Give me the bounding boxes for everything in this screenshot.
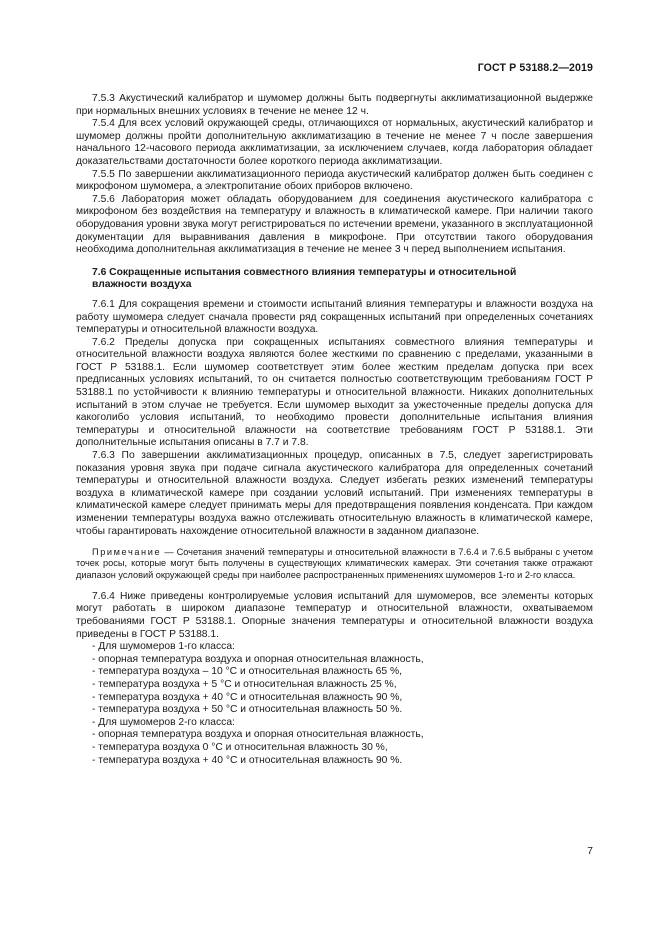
list-item: - температура воздуха + 5 °С и относительная влажность 25 %, [92, 678, 397, 690]
list-item: - температура воздуха + 50 °С и относительная влажность 50 %. [92, 704, 403, 716]
list-item: - температура воздуха – 10 °С и относительная влажность 65 %, [92, 666, 402, 678]
clause-7-5-6: 7.5.6 Лаборатория может обладать оборудованием для соединения акустического калибратора с микрофоном без воздействия на температуру и влажность в климатической камере. При наличии такого оборудования уровни звука могут регистрироваться по истечении времени, указанного в эксплуатационной документации для выравнивания давления в микрофоне. При отсутствии такого оборудования необходима дополнительная акклиматизация в течение не менее 3 ч перед выполнением испытания. [76, 193, 593, 256]
document-id-header: ГОСТ Р 53188.2—2019 [477, 62, 593, 74]
section-heading-7-6: 7.6 Сокращенные испытания совместного влияния температуры и относительной влажности воздуха [92, 266, 517, 291]
clause-7-6-3: 7.6.3 По завершении акклиматизационных процедур, описанных в 7.5, следует зарегистрировать показания уровня звука при подаче сигнала акустического калибратора для определенных сочетаний температуры и относительной влажности воздуха. Следует избегать резких изменений температуры воздуха в климатической камере при создании условий испытаний. При изменениях температуры в климатической камере следует принимать меры для предотвращения появления конденсата. При каждом изменении температуры воздуха важно отслеживать относительную влажность в климатической камере, чтобы гарантировать нахождение относительной влажности в заданном диапазоне. [76, 450, 593, 537]
clause-7-6-4: 7.6.4 Ниже приведены контролируемые условия испытаний для шумомеров, все элементы которых могут работать в широком диапазоне температур и относительной влажности, охватываемом требованиями ГОСТ Р 53188.1. Опорные значения температуры и относительной влажности воздуха приведены в ГОСТ Р 53188.1. [76, 590, 593, 640]
list-item: - температура воздуха + 40 °С и относительная влажность 90 %. [92, 754, 403, 766]
clause-7-6-1: 7.6.1 Для сокращения времени и стоимости испытаний влияния температуры и влажности воздуха на работу шумомера следует сначала провести ряд сокращенных испытаний при определенных сочетаниях температуры и относительной влажности воздуха. [76, 298, 593, 336]
list-item: - Для шумомеров 2-го класса: [92, 716, 235, 728]
list-item: - температура воздуха + 40 °С и относительная влажность 90 %, [92, 691, 403, 703]
note [76, 547, 593, 581]
page-number: 7 [587, 846, 593, 857]
list-item: - Для шумомеров 1-го класса: [92, 641, 235, 653]
note-label: Примечание [92, 547, 162, 558]
list-item: - опорная температура воздуха и опорная относительная влажность, [92, 729, 424, 741]
clause-7-6-2: 7.6.2 Пределы допуска при сокращенных испытаниях совместного влияния температуры и относительной влажности воздуха являются более жесткими по сравнению с пределами, указанными в ГОСТ Р 53188.1. Если шумомер соответствует этим более жестким пределам допуска при всех предписанных условиях испытаний, то он считается полностью соответствующим требованиям ГОСТ Р 53188.1 по устойчивости к влиянию температуры и относительной влажности. Никаких дополнительных испытаний в этом случае не требуется. Если шумомер выходит за ужесточенные пределы допуска для какоголибо условия испытаний, то необходимо провести дополнительные испытания влияния температуры и относительной влажности на соответствие требованиям ГОСТ Р 53188.1. Эти дополнительные испытания описаны в 7.7 и 7.8. [76, 336, 593, 449]
clause-7-5-4: 7.5.4 Для всех условий окружающей среды, отличающихся от нормальных, акустический калибратор и шумомер должны пройти дополнительную акклиматизацию в течение не менее 7 ч после завершения начального 12-часового периода акклиматизации, за исключением случаев, когда лаборатория обладает доказательствами достаточности более короткого периода акклиматизации. [76, 118, 593, 167]
list-item: - опорная температура воздуха и опорная относительная влажность, [92, 653, 424, 665]
list-item: - температура воздуха 0 °С и относительная влажность 30 %, [92, 741, 388, 753]
clause-7-5-3: 7.5.3 Акустический калибратор и шумомер должны быть подвергнуты акклиматизационной выдержке при нормальных внешних условиях в течение не менее 12 ч. [76, 93, 593, 117]
note-text: — Сочетания значений температуры и относительной влажности в 7.6.4 и 7.6.5 выбраны с учетом точек росы, которые могут быть получены в существующих климатических камерах. Эти сочетания также отражают диапазон условий окружающей среды при наиболее распространенных применениях шумомеров 1-го и 2-го класса. [76, 547, 593, 580]
clause-7-5-5: 7.5.5 По завершении акклиматизационного периода акустический калибратор должен быть соединен с микрофоном шумомера, а электропитание обоих приборов включено. [76, 168, 593, 193]
document-body [76, 93, 593, 767]
conditions-list [76, 641, 593, 767]
